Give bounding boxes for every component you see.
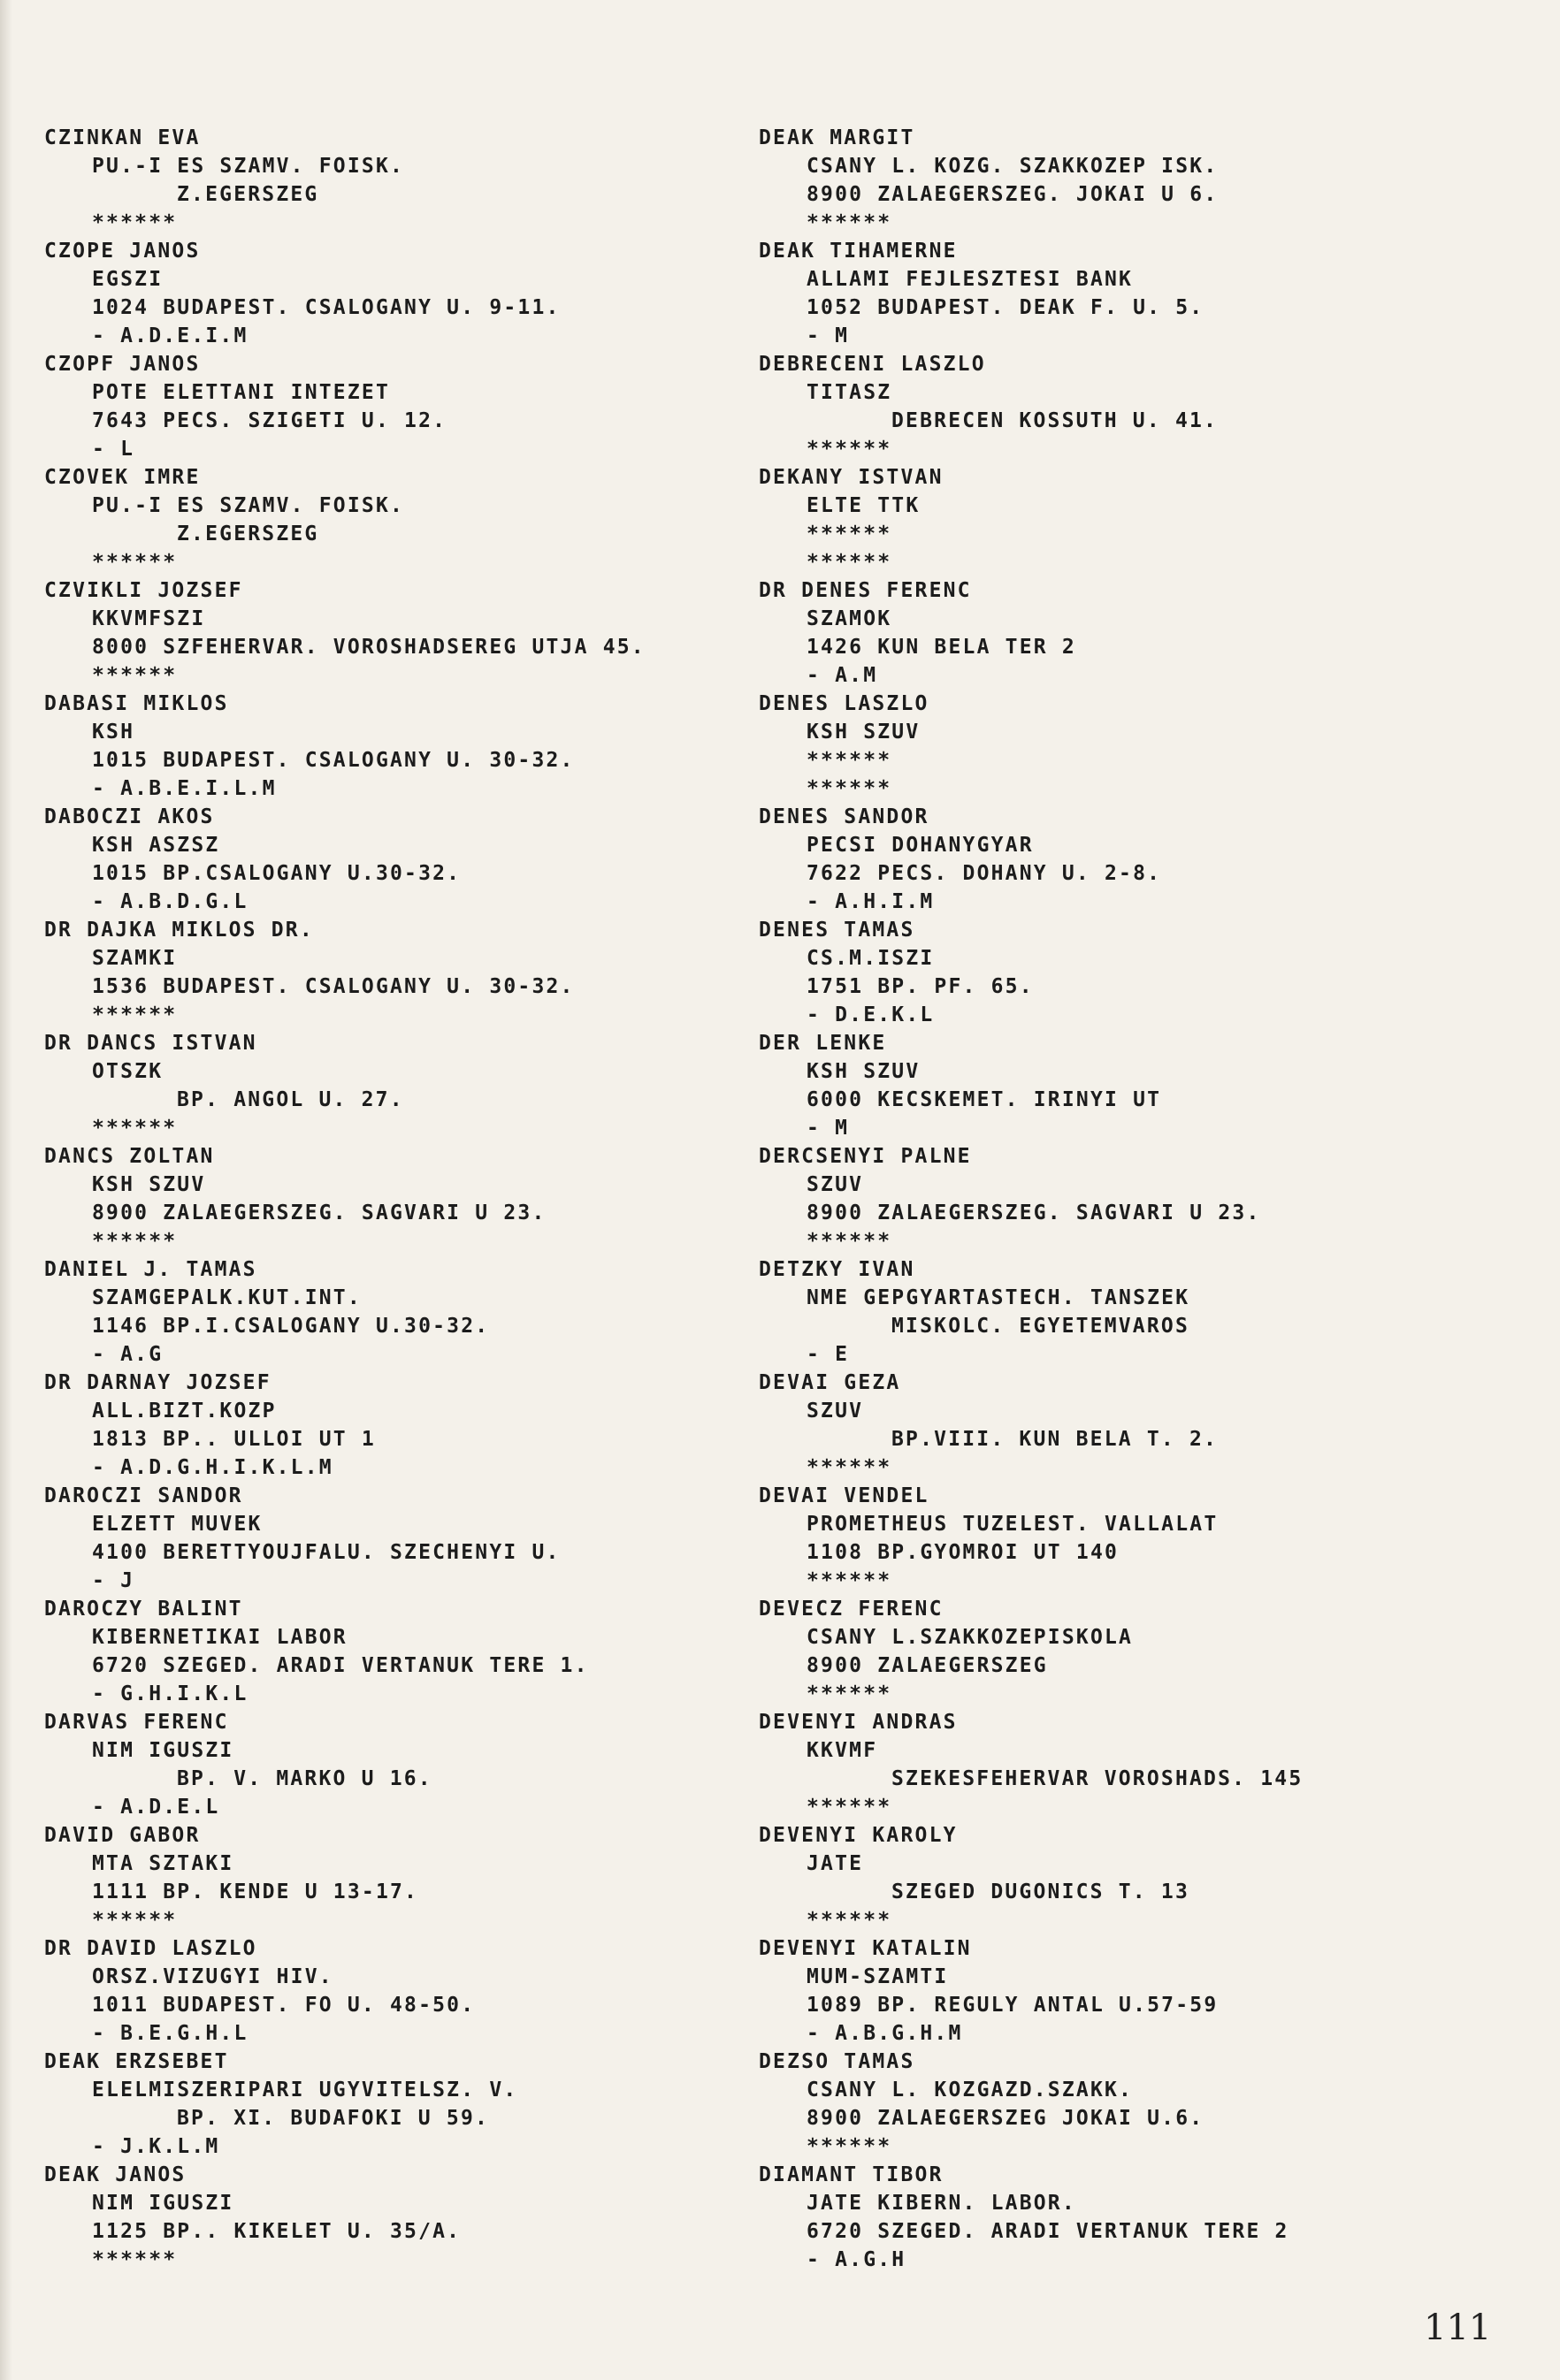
entry-detail-line: ALLAMI FEJLESZTESI BANK	[807, 268, 1134, 291]
directory-entry	[44, 1255, 769, 1369]
entry-name: DABASI MIKLOS	[44, 692, 229, 715]
entry-codes: ******	[807, 1569, 892, 1592]
entry-detail-line: 8900 ZALAEGERSZEG JOKAI U.6.	[807, 2107, 1204, 2130]
entry-codes: ******	[92, 1230, 178, 1253]
entry-detail-line: PECSI DOHANYGYAR	[807, 834, 1034, 857]
entry-codes: - A.M	[807, 664, 878, 687]
entry-detail-line: 6720 SZEGED. ARADI VERTANUK TERE 1.	[92, 1654, 589, 1677]
directory-entry	[44, 463, 769, 576]
entry-name: DEZSO TAMAS	[759, 2050, 915, 2073]
entry-detail-line: 1146 BP.I.CSALOGANY U.30-32.	[92, 1315, 490, 1338]
entry-detail-line: KSH SZUV	[807, 1060, 921, 1083]
entry-codes: ******	[807, 438, 892, 461]
directory-entry	[44, 1369, 769, 1482]
directory-entry	[44, 1708, 769, 1821]
entry-name: DEAK TIHAMERNE	[759, 240, 958, 263]
entry-name: DEVAI VENDEL	[759, 1484, 929, 1507]
entry-detail-line: JATE KIBERN. LABOR.	[807, 2192, 1076, 2215]
entry-codes: - E	[807, 1343, 850, 1366]
entry-detail-line: ELZETT MUVEK	[92, 1513, 263, 1536]
entry-detail-line: 1024 BUDAPEST. CSALOGANY U. 9-11.	[92, 296, 561, 319]
directory-entry	[759, 1369, 1484, 1482]
entry-detail-line: BP.VIII. KUN BELA T. 2.	[891, 1428, 1219, 1451]
directory-entry	[759, 690, 1484, 803]
entry-name: DEVENYI ANDRAS	[759, 1711, 958, 1734]
entry-name: DER LENKE	[759, 1032, 887, 1055]
entry-detail-line: TITASZ	[807, 381, 892, 404]
entry-name: CZOVEK IMRE	[44, 466, 201, 489]
entry-detail-line: KKVMF	[807, 1739, 878, 1762]
entry-detail-line: DEBRECEN KOSSUTH U. 41.	[891, 409, 1219, 432]
entry-codes: ******	[807, 1230, 892, 1253]
entry-codes: - A.G	[92, 1343, 164, 1366]
entry-detail-line: ELELMISZERIPARI UGYVITELSZ. V.	[92, 2079, 518, 2102]
directory-entry	[759, 916, 1484, 1029]
entry-codes: ******	[92, 1909, 178, 1932]
entry-codes: ******	[92, 551, 178, 574]
entry-codes: ******	[92, 2248, 178, 2271]
entry-name: DARVAS FERENC	[44, 1711, 229, 1734]
entry-codes: ******	[807, 551, 892, 574]
entry-detail-line: 7643 PECS. SZIGETI U. 12.	[92, 409, 447, 432]
entry-detail-line: KSH	[92, 721, 135, 744]
entry-codes: - A.B.E.I.L.M	[92, 777, 277, 800]
entry-detail-line: PU.-I ES SZAMV. FOISK.	[92, 494, 405, 517]
entry-name: DEVENYI KAROLY	[759, 1824, 958, 1847]
entry-codes: ******	[807, 1796, 892, 1819]
entry-detail-line: 1108 BP.GYOMROI UT 140	[807, 1541, 1120, 1564]
entry-codes: ******	[92, 1003, 178, 1026]
entry-detail-line: 1015 BP.CSALOGANY U.30-32.	[92, 862, 462, 885]
entry-detail-line: BP. ANGOL U. 27.	[177, 1088, 404, 1111]
right-column	[759, 124, 1484, 2274]
entry-detail-line: POTE ELETTANI INTEZET	[92, 381, 390, 404]
entry-name: DR DAVID LASZLO	[44, 1937, 257, 1960]
entry-codes: - M	[807, 1117, 850, 1140]
entry-detail-line: MTA SZTAKI	[92, 1852, 234, 1875]
entry-name: DENES SANDOR	[759, 805, 929, 828]
entry-detail-line: 4100 BERETTYOUJFALU. SZECHENYI U.	[92, 1541, 561, 1564]
directory-entry	[44, 690, 769, 803]
directory-entry	[759, 124, 1484, 237]
entry-detail-line: EGSZI	[92, 268, 164, 291]
entry-detail-line: ORSZ.VIZUGYI HIV.	[92, 1965, 333, 1988]
directory-entry	[44, 237, 769, 350]
directory-entry	[759, 1821, 1484, 1934]
entry-name: DAROCZI SANDOR	[44, 1484, 243, 1507]
entry-name: DEAK MARGIT	[759, 126, 915, 149]
entry-detail-line: JATE	[807, 1852, 864, 1875]
entry-name: DR DANCS ISTVAN	[44, 1032, 257, 1055]
entry-codes: - D.E.K.L	[807, 1003, 935, 1026]
entry-detail-line: SZEGED DUGONICS T. 13	[891, 1880, 1189, 1903]
directory-entry	[759, 1708, 1484, 1821]
entry-detail-line: ******	[807, 523, 892, 545]
entry-detail-line: PROMETHEUS TUZELEST. VALLALAT	[807, 1513, 1219, 1536]
entry-detail-line: CSANY L. KOZGAZD.SZAKK.	[807, 2079, 1134, 2102]
entry-name: DEVECZ FERENC	[759, 1598, 944, 1621]
entry-name: DR DENES FERENC	[759, 579, 972, 602]
entry-detail-line: 1052 BUDAPEST. DEAK F. U. 5.	[807, 296, 1204, 319]
entry-detail-line: 1011 BUDAPEST. FO U. 48-50.	[92, 1994, 476, 2017]
directory-entry	[44, 2161, 769, 2274]
entry-codes: ******	[807, 777, 892, 800]
entry-name: CZINKAN EVA	[44, 126, 201, 149]
entry-codes: ******	[92, 211, 178, 234]
entry-codes: ******	[807, 1909, 892, 1932]
directory-entry	[759, 576, 1484, 690]
entry-detail-line: 1111 BP. KENDE U 13-17.	[92, 1880, 419, 1903]
entry-detail-line: 7622 PECS. DOHANY U. 2-8.	[807, 862, 1162, 885]
entry-codes: ******	[92, 1117, 178, 1140]
entry-detail-line: NME GEPGYARTASTECH. TANSZEK	[807, 1286, 1190, 1309]
entry-name: CZVIKLI JOZSEF	[44, 579, 243, 602]
entry-codes: - M	[807, 324, 850, 347]
page-edge-shadow	[0, 0, 12, 2380]
directory-entry	[759, 1595, 1484, 1708]
entry-codes: - A.D.G.H.I.K.L.M	[92, 1456, 333, 1479]
directory-entry	[759, 2048, 1484, 2161]
entry-detail-line: SZAMKI	[92, 947, 178, 970]
entry-detail-line: KSH SZUV	[807, 721, 921, 744]
entry-detail-line: 1426 KUN BELA TER 2	[807, 636, 1076, 659]
entry-name: DENES TAMAS	[759, 919, 915, 942]
directory-entry	[44, 1934, 769, 2048]
entry-codes: - A.G.H	[807, 2248, 906, 2271]
entry-detail-line: PU.-I ES SZAMV. FOISK.	[92, 155, 405, 178]
entry-detail-line: MISKOLC. EGYETEMVAROS	[891, 1315, 1189, 1338]
entry-name: CZOPE JANOS	[44, 240, 201, 263]
entry-codes: - G.H.I.K.L	[92, 1682, 249, 1705]
entry-name: DERCSENYI PALNE	[759, 1145, 972, 1168]
entry-detail-line: NIM IGUSZI	[92, 2192, 234, 2215]
entry-name: DR DARNAY JOZSEF	[44, 1371, 271, 1394]
entry-name: DEAK JANOS	[44, 2163, 187, 2186]
entry-name: DR DAJKA MIKLOS DR.	[44, 919, 314, 942]
directory-entry	[759, 350, 1484, 463]
entry-detail-line: SZAMGEPALK.KUT.INT.	[92, 1286, 362, 1309]
entry-name: DEKANY ISTVAN	[759, 466, 944, 489]
entry-codes: ******	[807, 2135, 892, 2158]
entry-detail-line: 8000 SZFEHERVAR. VOROSHADSEREG UTJA 45.	[92, 636, 646, 659]
entry-detail-line: 1751 BP. PF. 65.	[807, 975, 1034, 998]
entry-detail-line: KKVMFSZI	[92, 607, 206, 630]
entry-detail-line: 8900 ZALAEGERSZEG. SAGVARI U 23.	[807, 1201, 1261, 1224]
entry-detail-line: SZUV	[807, 1400, 864, 1423]
directory-entry	[44, 350, 769, 463]
entry-detail-line: ******	[807, 749, 892, 772]
directory-entry	[44, 2048, 769, 2161]
directory-entry	[759, 2161, 1484, 2274]
entry-detail-line: ALL.BIZT.KOZP	[92, 1400, 277, 1423]
directory-entry	[759, 237, 1484, 350]
entry-name: DEBRECENI LASZLO	[759, 353, 986, 376]
entry-name: DANCS ZOLTAN	[44, 1145, 215, 1168]
page-number: 111	[1424, 2308, 1492, 2348]
directory-entry	[44, 803, 769, 916]
entry-name: DETZKY IVAN	[759, 1258, 915, 1281]
directory-entry	[44, 124, 769, 237]
entry-codes: - J.K.L.M	[92, 2135, 220, 2158]
entry-detail-line: SZUV	[807, 1173, 864, 1196]
directory-entry	[44, 1821, 769, 1934]
entry-codes: ******	[807, 1456, 892, 1479]
entry-codes: - B.E.G.H.L	[92, 2022, 249, 2045]
directory-entry	[44, 916, 769, 1029]
entry-detail-line: NIM IGUSZI	[92, 1739, 234, 1762]
entry-detail-line: 6000 KECSKEMET. IRINYI UT	[807, 1088, 1162, 1111]
entry-name: DEVENYI KATALIN	[759, 1937, 972, 1960]
entry-name: DANIEL J. TAMAS	[44, 1258, 257, 1281]
entry-detail-line: KIBERNETIKAI LABOR	[92, 1626, 348, 1649]
entry-codes: ******	[807, 1682, 892, 1705]
directory-entry	[44, 1029, 769, 1142]
entry-detail-line: KSH ASZSZ	[92, 834, 220, 857]
entry-codes: - A.B.D.G.L	[92, 890, 249, 913]
entry-detail-line: 1089 BP. REGULY ANTAL U.57-59	[807, 1994, 1219, 2017]
entry-detail-line: BP. V. MARKO U 16.	[177, 1767, 432, 1790]
entry-name: DENES LASZLO	[759, 692, 929, 715]
left-column	[44, 124, 769, 2274]
entry-detail-line: 8900 ZALAEGERSZEG. SAGVARI U 23.	[92, 1201, 547, 1224]
directory-entry	[44, 1482, 769, 1595]
directory-entry	[759, 803, 1484, 916]
entry-detail-line: CSANY L.SZAKKOZEPISKOLA	[807, 1626, 1134, 1649]
entry-detail-line: SZEKESFEHERVAR VOROSHADS. 145	[891, 1767, 1304, 1790]
entry-codes: - A.D.E.L	[92, 1796, 220, 1819]
entry-name: CZOPF JANOS	[44, 353, 201, 376]
entry-codes: ******	[807, 211, 892, 234]
entry-detail-line: 1125 BP.. KIKELET U. 35/A.	[92, 2220, 462, 2243]
entry-name: DABOCZI AKOS	[44, 805, 215, 828]
entry-detail-line: Z.EGERSZEG	[177, 523, 319, 545]
entry-detail-line: 8900 ZALAEGERSZEG	[807, 1654, 1048, 1677]
entry-detail-line: 8900 ZALAEGERSZEG. JOKAI U 6.	[807, 183, 1219, 206]
directory-entry	[44, 1142, 769, 1255]
directory-entry	[759, 1482, 1484, 1595]
entry-name: DAVID GABOR	[44, 1824, 201, 1847]
entry-detail-line: CSANY L. KOZG. SZAKKOZEP ISK.	[807, 155, 1219, 178]
entry-detail-line: ELTE TTK	[807, 494, 921, 517]
entry-detail-line: 1536 BUDAPEST. CSALOGANY U. 30-32.	[92, 975, 575, 998]
entry-detail-line: SZAMOK	[807, 607, 892, 630]
entry-detail-line: MUM-SZAMTI	[807, 1965, 949, 1988]
directory-entry	[759, 1934, 1484, 2048]
entry-name: DEVAI GEZA	[759, 1371, 901, 1394]
directory-entry	[759, 1029, 1484, 1142]
entry-detail-line: Z.EGERSZEG	[177, 183, 319, 206]
entry-codes: - A.B.G.H.M	[807, 2022, 963, 2045]
entry-name: DIAMANT TIBOR	[759, 2163, 944, 2186]
entry-detail-line: CS.M.ISZI	[807, 947, 935, 970]
entry-detail-line: 6720 SZEGED. ARADI VERTANUK TERE 2	[807, 2220, 1289, 2243]
directory-entry	[44, 1595, 769, 1708]
entry-detail-line: OTSZK	[92, 1060, 164, 1083]
entry-detail-line: 1015 BUDAPEST. CSALOGANY U. 30-32.	[92, 749, 575, 772]
directory-entry	[759, 1255, 1484, 1369]
entry-detail-line: BP. XI. BUDAFOKI U 59.	[177, 2107, 490, 2130]
directory-entry	[759, 1142, 1484, 1255]
entry-codes: - L	[92, 438, 135, 461]
entry-codes: - A.H.I.M	[807, 890, 935, 913]
entry-codes: - J	[92, 1569, 135, 1592]
entry-codes: ******	[92, 664, 178, 687]
directory-entry	[44, 576, 769, 690]
entry-codes: - A.D.E.I.M	[92, 324, 249, 347]
entry-detail-line: 1813 BP.. ULLOI UT 1	[92, 1428, 376, 1451]
entry-name: DAROCZY BALINT	[44, 1598, 243, 1621]
directory-entry	[759, 463, 1484, 576]
entry-name: DEAK ERZSEBET	[44, 2050, 229, 2073]
entry-detail-line: KSH SZUV	[92, 1173, 206, 1196]
